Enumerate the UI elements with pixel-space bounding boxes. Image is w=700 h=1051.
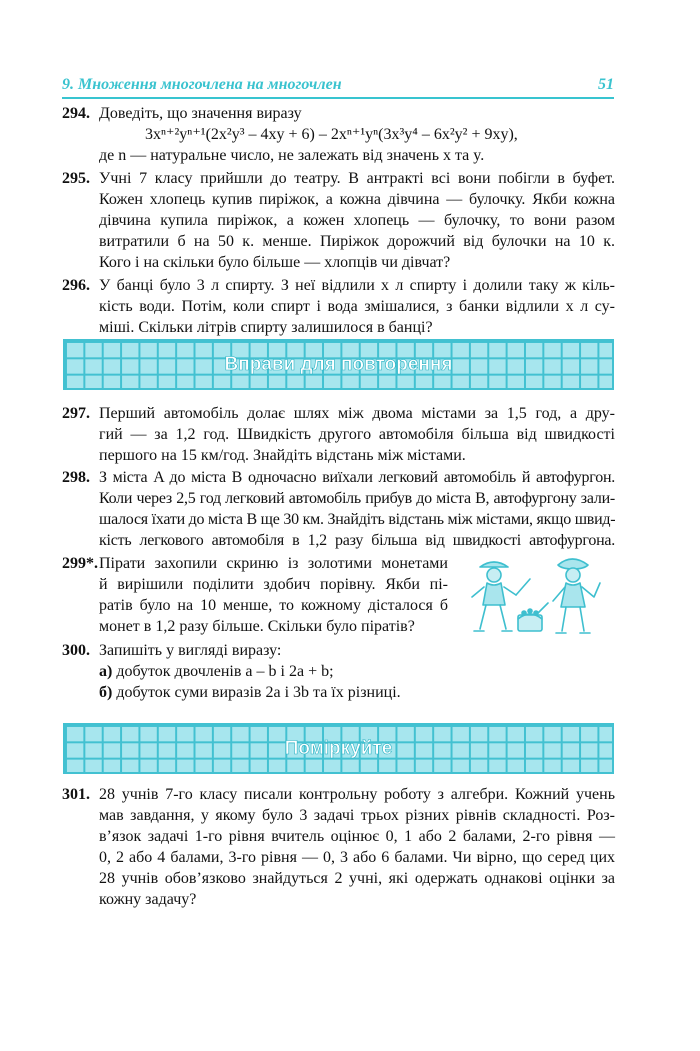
problem-text: Запишіть у вигляді виразу: [99,642,282,659]
section-title: Поміркуйте [284,738,393,759]
subitem-text: добуток суми виразів 2a і 3b та їх різниці. [116,684,401,701]
problem-number: 295. [62,170,90,187]
problem-text: У банці було 3 л спирту. З неї відлили x л спирту і долили таку ж кіль- [99,277,615,294]
problem-text: Доведіть, що значення виразу [99,105,302,122]
problem-text: З міста A до міста B одночасно виїхали легковий автомобіль й автофургон. [99,469,615,486]
problem-number: 299*. [62,555,98,572]
problem-text: 28 учнів обов’язково знайдуться 2 учні, які одержать однакові оцінки за [99,870,615,887]
header-rule [62,97,614,99]
problem-299 [62,553,448,637]
problem-text: 0, 2 або 4 балами, 3-го рівня — 0, 3 або 6 балами. Чи вірно, що серед цих [99,849,615,866]
problem-text: Учні 7 класу прийшли до театру. В антракті всі вони побігли в буфет. [99,170,615,187]
problem-number: 298. [62,469,90,486]
problem-number: 294. [62,105,90,122]
problem-number: 300. [62,642,90,659]
subitem-label: б) [99,684,113,701]
problem-text: гий — за 1,2 год. Швидкість другого автомобіля більша від швидкості [99,426,615,443]
problem-text: першого на 15 км/год. Знайдіть відстань між містами. [99,447,466,464]
problem-text: дівчина купила пиріжок, а кожен хлопець — булочку, то вони разом [99,212,615,229]
problem-text: Пірати захопили скриню із золотими монетами [99,555,448,572]
section-banner-think [63,723,614,774]
problem-text: Кого і на скільки було більше — хлопців чи дівчат? [99,254,451,271]
problem-295 [62,168,615,273]
problem-text: Коли через 2,5 год легковий автомобіль прибув до міста B, автофургону зали- [99,490,615,507]
problem-text: в’язок задачі 1-го рівня вчитель оцінює 0, 1 або 2 балами, 2-го рівня — [99,828,615,845]
problem-300 [62,640,615,703]
problem-text: монет в 1,2 разу більше. Скільки було піратів? [99,618,415,635]
section-banner-review [63,339,614,390]
problem-text: кість води. Потім, коли спирт і вода змішалися, з банки відлили x л су- [99,298,615,315]
problem-text: Перший автомобіль долає шлях між двома містами за 1,5 год, а дру- [99,405,615,422]
page-number: 51 [598,76,614,93]
subitem-label: а) [99,663,113,680]
problem-formula: 3xⁿ⁺²yⁿ⁺¹(2x²y³ – 4xy + 6) – 2xⁿ⁺¹yⁿ(3x³y⁴ – 6x²y² + 9xy), [145,126,518,143]
problem-text: й вирішили поділити здобич порівну. Якби пі- [99,576,448,593]
problem-text: витратили б на 50 к. менше. Пиріжок дорожчий від булочки на 10 к. [99,233,615,250]
pirates-illustration [462,553,612,645]
problem-text: де n — натуральне число, не залежать від значень x та y. [99,147,485,164]
problem-298 [62,467,615,551]
problem-text: міші. Скільки літрів спирту залишилося в банці? [99,319,433,336]
problem-text: мав завдання, у якому було 3 задачі трьох різних рівнів складності. Роз- [99,807,615,824]
problem-text: кожну задачу? [99,891,197,908]
problem-297 [62,403,615,466]
problem-number: 301. [62,786,90,803]
problem-294 [62,103,615,166]
problem-text: 28 учнів 7-го класу писали контрольну роботу з алгебри. Кожний учень [99,786,615,803]
subitem-a [99,661,615,682]
problem-296 [62,275,615,338]
subitem-b [99,682,615,703]
chapter-title: 9. Множення многочлена на многочлен [62,76,342,93]
problem-text: шалося їхати до міста B ще 30 км. Знайдіть відстань між містами, якщо швид- [99,511,616,528]
problem-number: 297. [62,405,90,422]
section-title: Вправи для повторення [224,354,453,375]
problem-number: 296. [62,277,90,294]
subitem-text: добуток двочленів a – b і 2a + b; [116,663,334,680]
problem-text: ратів було на 10 менше, то кожному дісталося б [99,597,448,614]
running-header [62,74,614,96]
problem-text: кість легкового автомобіля в 1,2 разу більша від швидкості автофургона. [99,532,615,549]
problem-301 [62,784,615,910]
problem-text: Кожен хлопець купив пиріжок, а кожна дівчина — булочку. Якби кожна [99,191,615,208]
